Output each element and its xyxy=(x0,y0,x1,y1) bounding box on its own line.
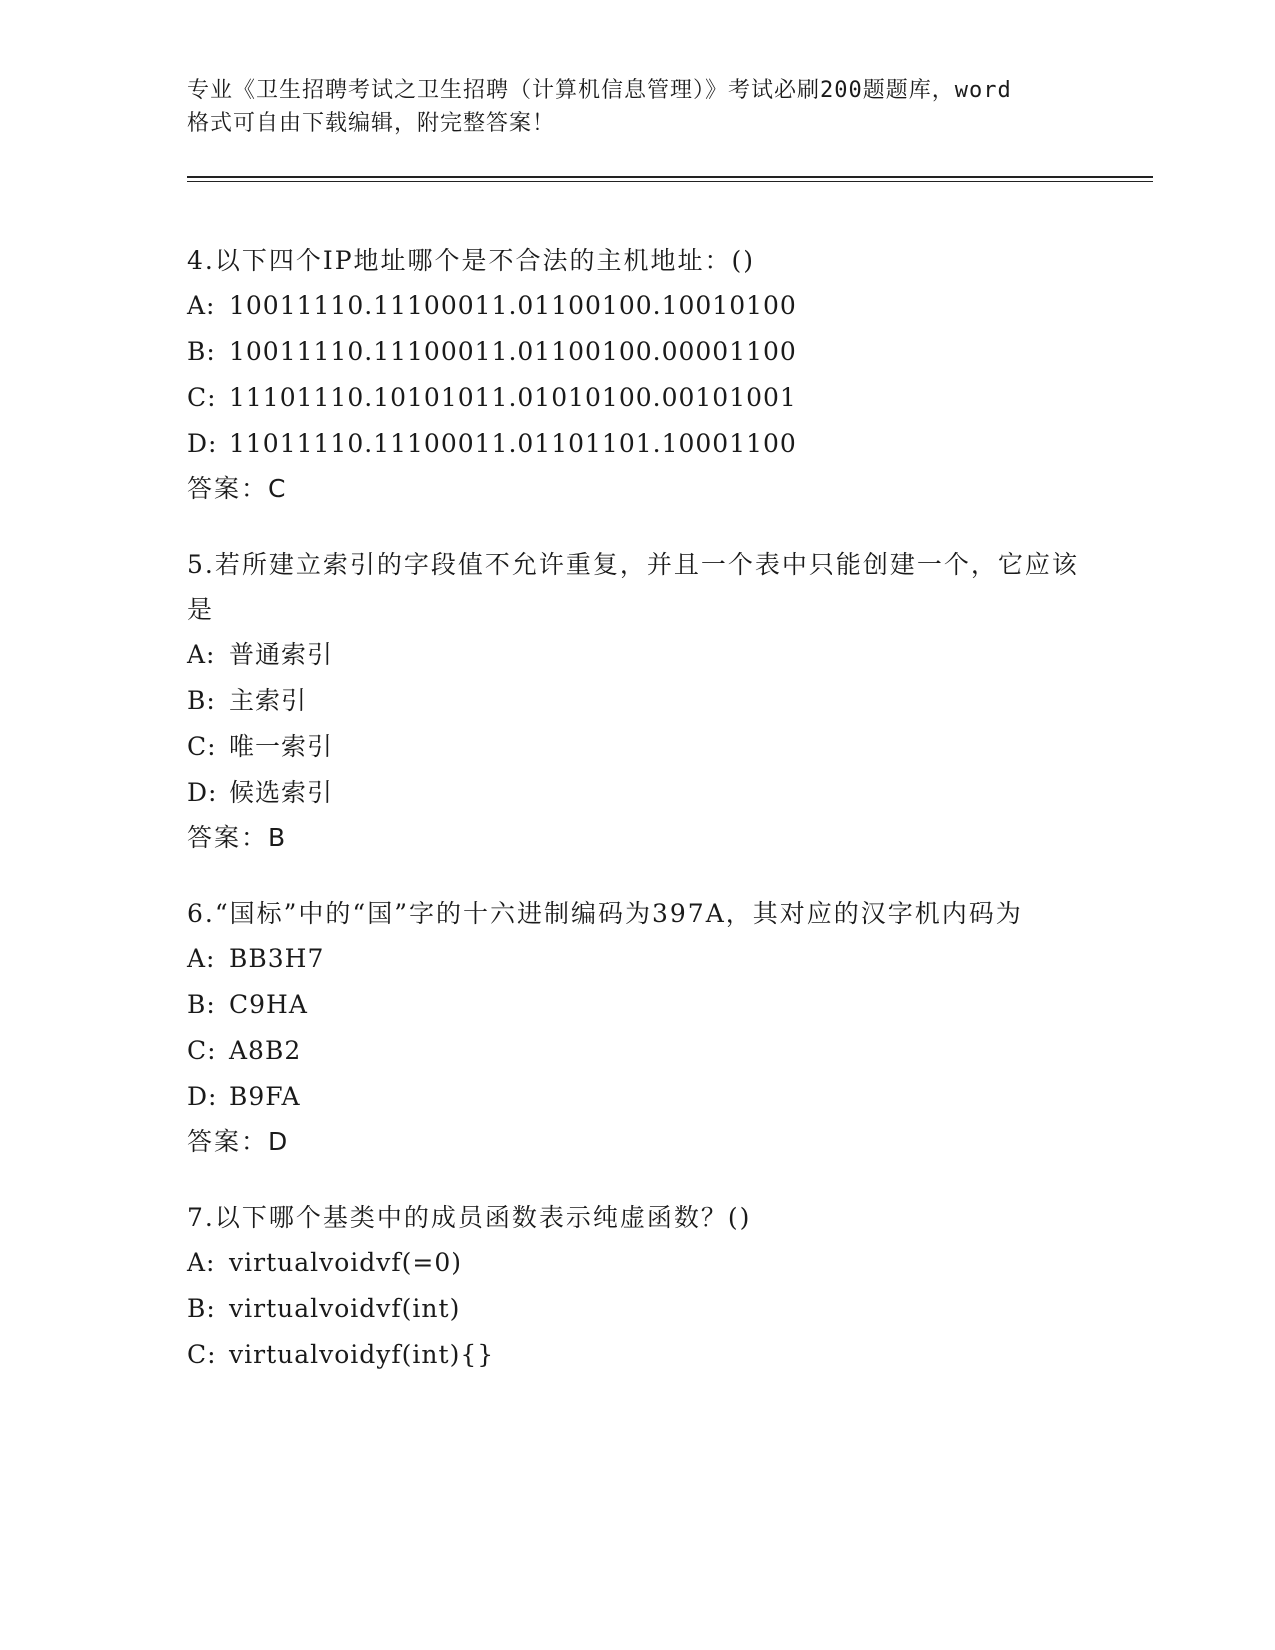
header-title-line-2: 格式可自由下载编辑，附完整答案！ xyxy=(187,111,556,136)
option-text: virtualvoidyf(int){} xyxy=(229,1340,495,1369)
option-letter: C: xyxy=(187,383,217,412)
option-a xyxy=(187,283,1087,329)
question-list xyxy=(187,238,1087,1409)
option-text: virtualvoidvf(=0) xyxy=(229,1248,463,1277)
option-letter: A: xyxy=(187,944,216,973)
option-text: 普通索引 xyxy=(229,640,334,669)
answer-line xyxy=(187,816,1087,860)
header-divider-thick xyxy=(187,176,1153,178)
option-c xyxy=(187,375,1087,421)
option-b xyxy=(187,1286,1087,1332)
answer-label: 答案： xyxy=(187,474,269,503)
option-a xyxy=(187,632,1087,678)
answer-label: 答案： xyxy=(187,823,269,852)
option-letter: A: xyxy=(187,640,216,669)
option-letter: A: xyxy=(187,291,216,320)
option-d xyxy=(187,770,1087,816)
option-letter: C: xyxy=(187,1340,217,1369)
option-letter: B: xyxy=(187,1294,216,1323)
option-text: virtualvoidvf(int) xyxy=(229,1294,461,1323)
option-a xyxy=(187,1240,1087,1286)
document-header xyxy=(187,74,1097,140)
answer-line xyxy=(187,1120,1087,1164)
option-b xyxy=(187,678,1087,724)
question-6 xyxy=(187,891,1087,1164)
option-b xyxy=(187,982,1087,1028)
option-text: C9HA xyxy=(229,990,308,1019)
option-text: 11101110.10101011.01010100.00101001 xyxy=(229,383,797,412)
option-letter: C: xyxy=(187,1036,217,1065)
option-letter: A: xyxy=(187,1248,216,1277)
question-text: 5.若所建立索引的字段值不允许重复，并且一个表中只能创建一个，它应该是 xyxy=(187,550,1079,624)
option-text: 10011110.11100011.01100100.00001100 xyxy=(229,337,797,366)
option-text: 候选索引 xyxy=(229,778,334,807)
question-text: 6.“国标”中的“国”字的十六进制编码为397A，其对应的汉字机内码为 xyxy=(187,899,1023,928)
header-title-line-1: 专业《卫生招聘考试之卫生招聘（计算机信息管理）》考试必刷200题题库，word xyxy=(187,78,1012,103)
option-c xyxy=(187,1028,1087,1074)
option-c xyxy=(187,724,1087,770)
answer-line xyxy=(187,467,1087,511)
option-text: 10011110.11100011.01100100.10010100 xyxy=(229,291,797,320)
answer-value: D xyxy=(268,1127,289,1156)
option-text: BB3H7 xyxy=(229,944,325,973)
question-text: 4.以下四个IP地址哪个是不合法的主机地址：() xyxy=(187,246,756,275)
option-text: 11011110.11100011.01101101.10001100 xyxy=(229,429,797,458)
question-text: 7.以下哪个基类中的成员函数表示纯虚函数？() xyxy=(187,1203,752,1232)
answer-label: 答案： xyxy=(187,1127,269,1156)
header-divider-thin xyxy=(187,181,1153,182)
option-letter: D: xyxy=(187,429,218,458)
option-d xyxy=(187,421,1087,467)
option-letter: B: xyxy=(187,337,216,366)
option-letter: B: xyxy=(187,990,216,1019)
option-a xyxy=(187,936,1087,982)
option-letter: C: xyxy=(187,732,217,761)
option-text: B9FA xyxy=(229,1082,301,1111)
question-7 xyxy=(187,1195,1087,1378)
option-d xyxy=(187,1074,1087,1120)
option-b xyxy=(187,329,1087,375)
answer-value: B xyxy=(268,823,287,852)
question-5 xyxy=(187,542,1087,860)
option-c xyxy=(187,1332,1087,1378)
answer-value: C xyxy=(268,474,287,503)
option-letter: D: xyxy=(187,1082,218,1111)
option-text: 唯一索引 xyxy=(229,732,334,761)
option-text: A8B2 xyxy=(229,1036,302,1065)
option-letter: D: xyxy=(187,778,218,807)
question-4 xyxy=(187,238,1087,511)
option-text: 主索引 xyxy=(229,686,308,715)
option-letter: B: xyxy=(187,686,216,715)
